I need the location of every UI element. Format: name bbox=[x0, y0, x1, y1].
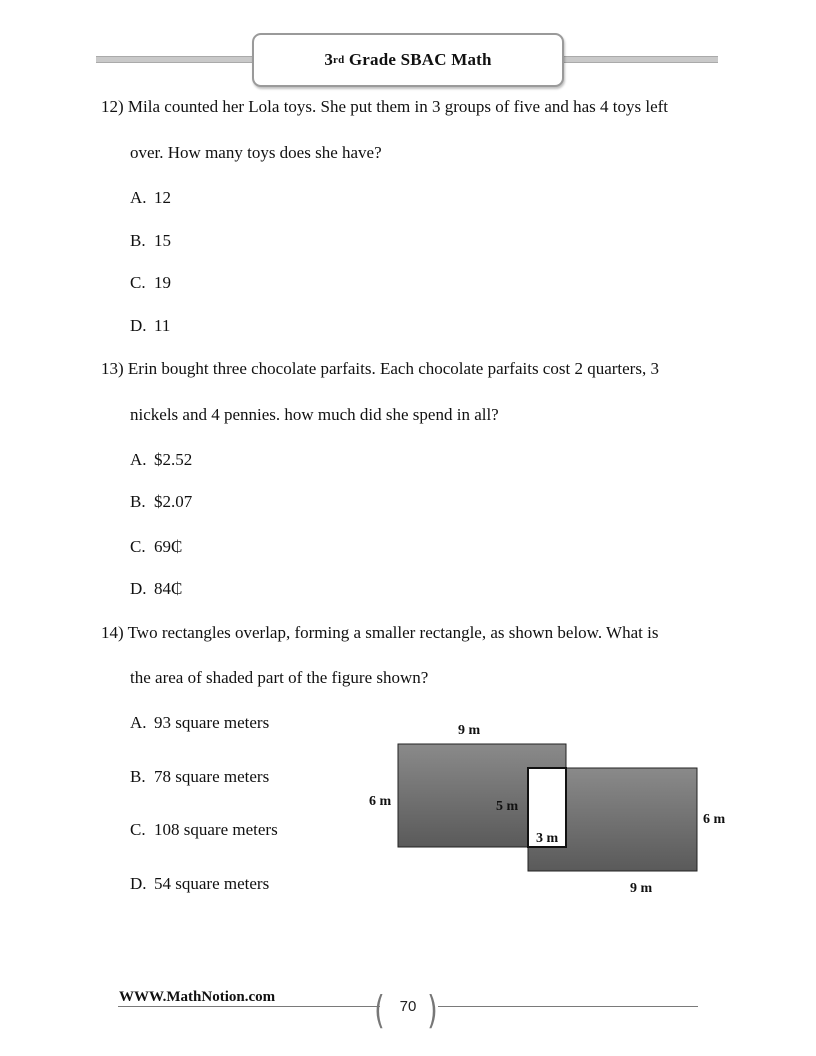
label-overlap-width: 3 m bbox=[536, 831, 559, 846]
option-text: 15 bbox=[154, 231, 171, 250]
q14-option-a[interactable] bbox=[130, 713, 269, 733]
q12-option-c[interactable] bbox=[130, 273, 171, 293]
title-prefix: 3 bbox=[324, 50, 334, 69]
option-letter: D. bbox=[130, 579, 147, 598]
label-right-height: 6 m bbox=[703, 812, 726, 827]
option-text: $2.52 bbox=[154, 450, 193, 469]
q14-option-d[interactable] bbox=[130, 874, 269, 894]
option-letter: C. bbox=[130, 820, 146, 839]
page-bracket-right: ) bbox=[427, 988, 438, 1032]
q13-option-b[interactable] bbox=[130, 492, 192, 512]
option-letter: B. bbox=[130, 231, 146, 250]
footer-website: WWW.MathNotion.com bbox=[119, 989, 276, 1005]
footer-rule-left bbox=[118, 1006, 380, 1007]
question-14-line1: 14) Two rectangles overlap, forming a smaller rectangle, as shown below. What is bbox=[101, 623, 659, 642]
option-text: 108 square meters bbox=[154, 820, 278, 839]
footer-rule-right bbox=[438, 1006, 698, 1007]
option-letter: B. bbox=[130, 767, 146, 786]
option-text: $2.07 bbox=[154, 492, 193, 511]
option-letter: B. bbox=[130, 492, 146, 511]
title-superscript: rd bbox=[333, 54, 345, 66]
question-14-line2: the area of shaded part of the figure shown? bbox=[130, 668, 429, 687]
label-bottom-width: 9 m bbox=[630, 881, 653, 896]
question-12-line1: 12) Mila counted her Lola toys. She put them in 3 groups of five and has 4 toys left bbox=[101, 97, 669, 116]
q14-option-b[interactable] bbox=[130, 767, 269, 787]
option-text: 69₵ bbox=[154, 537, 183, 556]
option-letter: A. bbox=[130, 188, 147, 207]
option-text: 11 bbox=[154, 316, 171, 335]
label-top-width: 9 m bbox=[458, 723, 481, 738]
option-letter: A. bbox=[130, 450, 147, 469]
option-text: 12 bbox=[154, 188, 171, 207]
option-letter: D. bbox=[130, 316, 147, 335]
page-title bbox=[252, 33, 564, 87]
option-text: 19 bbox=[154, 273, 171, 292]
q13-option-d[interactable] bbox=[130, 579, 182, 599]
question-12-line2: over. How many toys does she have? bbox=[130, 143, 382, 162]
option-letter: D. bbox=[130, 874, 147, 893]
option-letter: C. bbox=[130, 273, 146, 292]
header-rule-left bbox=[96, 56, 254, 63]
q12-option-d[interactable] bbox=[130, 316, 170, 336]
q13-option-c[interactable] bbox=[130, 537, 182, 557]
label-left-height: 6 m bbox=[369, 794, 392, 809]
page-bracket-left: ( bbox=[374, 988, 385, 1032]
q13-option-a[interactable] bbox=[130, 450, 192, 470]
q12-option-b[interactable] bbox=[130, 231, 171, 251]
option-text: 84₵ bbox=[154, 579, 183, 598]
label-overlap-height: 5 m bbox=[496, 799, 519, 814]
question-13-line2: nickels and 4 pennies. how much did she spend in all? bbox=[130, 405, 499, 424]
option-text: 93 square meters bbox=[154, 713, 270, 732]
question-13-line1: 13) Erin bought three chocolate parfaits. Each chocolate parfaits cost 2 quarters, 3 bbox=[101, 359, 659, 378]
option-text: 78 square meters bbox=[154, 767, 270, 786]
option-letter: C. bbox=[130, 537, 146, 556]
page-number: 70 bbox=[399, 998, 417, 1015]
q14-option-c[interactable] bbox=[130, 820, 278, 840]
q12-option-a[interactable] bbox=[130, 188, 171, 208]
header-rule-right bbox=[560, 56, 718, 63]
option-text: 54 square meters bbox=[154, 874, 270, 893]
option-letter: A. bbox=[130, 713, 147, 732]
overlap-rectangles-figure bbox=[360, 715, 740, 905]
title-rest: Grade SBAC Math bbox=[344, 50, 492, 69]
